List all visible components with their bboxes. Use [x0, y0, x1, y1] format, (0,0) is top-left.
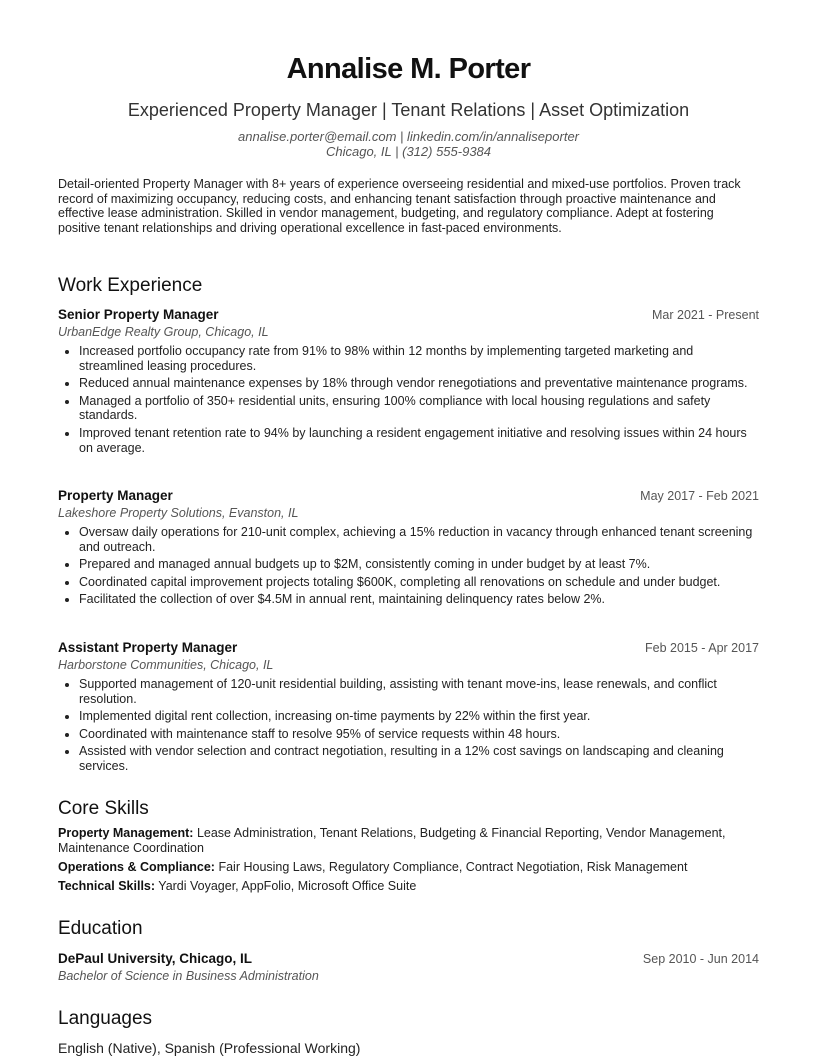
professional-summary: Detail-oriented Property Manager with 8+ years of experience overseeing residential and mixed-use portfolios. Proven track record of maximizing occupancy, reducing costs, and enhancing tenant satisfaction through proactive maintenance and effective lease administration. Skilled in vendor management, budgeting, and regulatory compliance. Adept at fostering positive tenant relationships and driving operational excellence in fast-paced environments. [58, 177, 741, 235]
job-bullet: • Coordinated capital improvement projects totaling $600K, completing all renovations on schedule and under budget. [79, 575, 759, 590]
skill-line [58, 860, 759, 875]
job-header [58, 639, 759, 657]
job-title: Property Manager [58, 488, 173, 503]
headline: Experienced Property Manager | Tenant Relations | Asset Optimization [127, 100, 690, 120]
contact-email-linkedin: annalise.porter@email.com | linkedin.com/in/annaliseporter [237, 129, 579, 144]
job-bullets [58, 677, 759, 774]
job-bullet: • Increased portfolio occupancy rate from 91% to 98% within 12 months by implementing targeted marketing and streamlined leasing procedures. [79, 344, 759, 373]
job-bullets [58, 525, 759, 607]
job-bullet: • Supported management of 120-unit residential building, assisting with tenant move-ins, lease renewals, and conflict resolution. [79, 677, 759, 706]
job-bullets [58, 344, 759, 455]
job-dates: May 2017 - Feb 2021 [640, 489, 759, 503]
job-bullet: • Facilitated the collection of over $4.5M in annual rent, maintaining delinquency rates below 2%. [79, 592, 759, 607]
job-bullet: • Oversaw daily operations for 210-unit complex, achieving a 15% reduction in vacancy through enhanced tenant screening and outreach. [79, 525, 759, 554]
job-company: Harborstone Communities, Chicago, IL [58, 658, 274, 672]
school-name: DePaul University, Chicago, IL [58, 951, 253, 966]
languages-list: English (Native), Spanish (Professional Working) [58, 1040, 361, 1056]
job-dates: Mar 2021 - Present [652, 308, 759, 322]
job-bullet: • Assisted with vendor selection and contract negotiation, resulting in a 12% cost savings on landscaping and cleaning services. [79, 744, 759, 773]
job-title: Senior Property Manager [58, 307, 219, 322]
job-bullet: • Coordinated with maintenance staff to resolve 95% of service requests within 48 hours. [79, 727, 759, 742]
section-title-experience: Work Experience [58, 275, 203, 296]
skill-category: Property Management: [58, 826, 194, 840]
section-title-skills: Core Skills [58, 798, 149, 819]
skill-items: Lease Administration, Tenant Relations, Budgeting & Financial Reporting, Vendor Management, Maintenance Coordination [58, 826, 726, 855]
job-bullet: • Implemented digital rent collection, increasing on-time payments by 22% within the first year. [79, 709, 759, 724]
education-entry [58, 950, 759, 985]
education-dates: Sep 2010 - Jun 2014 [642, 952, 759, 966]
candidate-name: Annalise M. Porter [286, 53, 531, 85]
job-bullet: • Reduced annual maintenance expenses by 18% through vendor renegotiations and preventative maintenance programs. [79, 376, 759, 391]
job-dates: Feb 2015 - Apr 2017 [645, 641, 759, 655]
job-title: Assistant Property Manager [58, 640, 238, 655]
skill-category: Operations & Compliance: [58, 859, 215, 874]
degree: Bachelor of Science in Business Administration [58, 969, 319, 983]
job-entry [58, 487, 759, 610]
job-bullet: • Prepared and managed annual budgets up to $2M, consistently coming in under budget by at least 7%. [79, 557, 759, 572]
job-bullet: • Improved tenant retention rate to 94% by launching a resident engagement initiative and resolving issues within 24 hours on average. [79, 426, 759, 455]
section-title-education: Education [58, 918, 143, 939]
skill-items: Yardi Voyager, AppFolio, Microsoft Office Suite [158, 878, 417, 893]
skill-line [58, 879, 759, 894]
job-company: Lakeshore Property Solutions, Evanston, IL [58, 506, 299, 520]
section-title-languages: Languages [58, 1008, 153, 1029]
job-header [58, 306, 759, 324]
education-header [58, 950, 759, 968]
job-company: UrbanEdge Realty Group, Chicago, IL [58, 325, 269, 339]
job-entry [58, 306, 759, 458]
skill-category: Technical Skills: [58, 878, 156, 893]
skills-list [58, 826, 759, 898]
job-bullet: • Managed a portfolio of 350+ residential units, ensuring 100% compliance with local housing regulations and safety standards. [79, 394, 759, 423]
job-header [58, 487, 759, 505]
contact-location-phone: Chicago, IL | (312) 555-9384 [325, 144, 492, 159]
skill-items: Fair Housing Laws, Regulatory Compliance, Contract Negotiation, Risk Management [218, 859, 688, 874]
skill-line [58, 826, 759, 855]
job-entry [58, 639, 759, 777]
